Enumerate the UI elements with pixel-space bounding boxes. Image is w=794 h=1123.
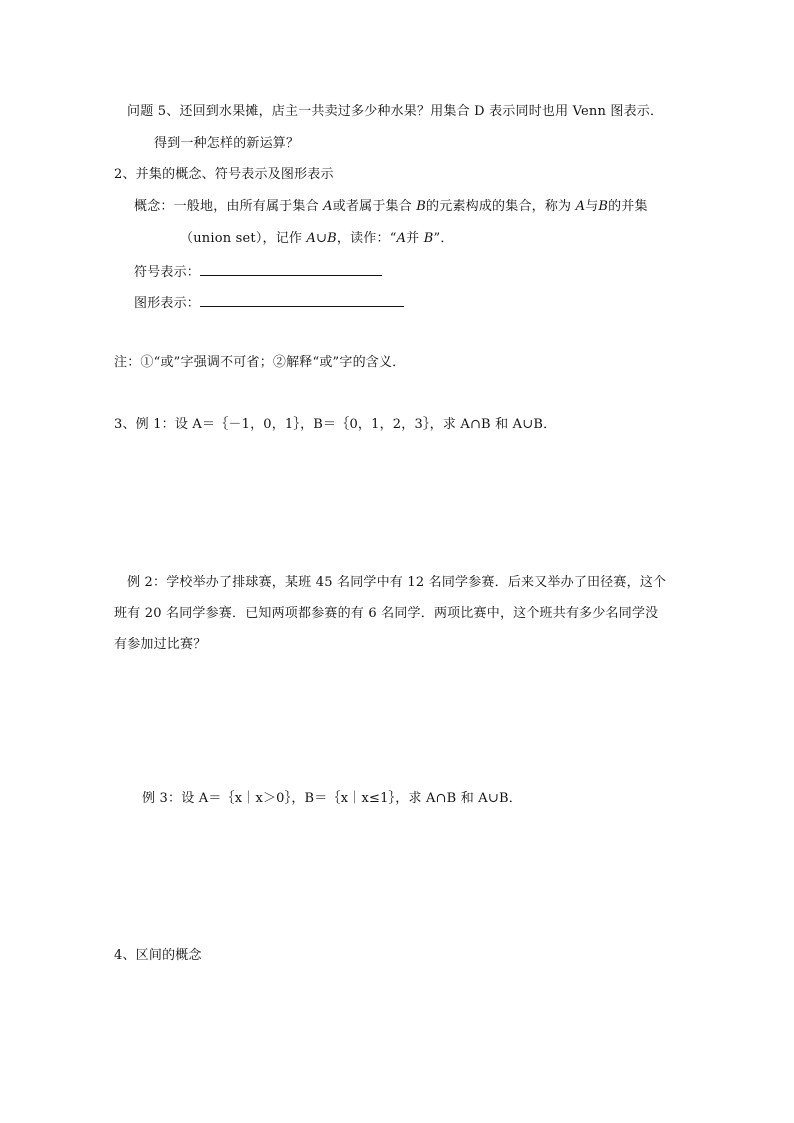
question5-line2: 得到一种怎样的新运算？	[154, 136, 300, 151]
graph-blank[interactable]	[200, 294, 404, 307]
read-a: A	[396, 231, 407, 246]
symbol-representation	[134, 263, 382, 281]
union-set-prefix: （union set），记作	[180, 231, 307, 246]
read-end: ”．	[433, 231, 454, 246]
symbol-blank[interactable]	[200, 263, 382, 276]
set-b-symbol-2: B	[598, 199, 609, 214]
note: 注：①“或”字强调不可省；②解释“或”字的含义．	[114, 355, 406, 370]
set-a-symbol-2: A	[575, 199, 586, 214]
concept-mid: 的元素构成的集合，称为	[426, 199, 576, 214]
section4-heading: 4、区间的概念	[114, 948, 202, 963]
union-concept-line2	[180, 231, 454, 247]
example1: 3、例 1：设 A＝｛－1，0，1｝，B＝｛0，1，2，3｝，求 A∩B 和 A∪B．	[114, 417, 557, 432]
concept-prefix: 概念：一般地，由所有属于集合	[134, 199, 324, 214]
example2-line1: 例 2：学校举办了排球赛，某班 45 名同学中有 12 名同学参赛．后来又举办了田径赛，这个	[127, 575, 667, 590]
read-as: ，读作：“	[336, 231, 397, 246]
concept-bingji: 的并集	[608, 199, 648, 214]
concept-or: 或者属于集合	[332, 199, 417, 214]
graph-label: 图形表示：	[134, 296, 201, 311]
example3: 例 3：设 A＝｛x｜x＞0｝，B＝｛x｜x≤1｝，求 A∩B 和 A∪B．	[142, 791, 522, 806]
symbol-label: 符号表示：	[134, 265, 201, 280]
union-concept-line1	[134, 199, 648, 215]
set-b-symbol: B	[416, 199, 427, 214]
question5-line1: 问题 5、还回到水果摊，店主一共卖过多少种水果？用集合 D 表示同时也用 Venn 图表示．	[127, 104, 664, 119]
section2-heading: 2、并集的概念、符号表示及图形表示	[114, 167, 334, 182]
set-a-symbol: A	[323, 199, 333, 214]
concept-yu: 与	[585, 199, 599, 214]
graph-representation	[134, 294, 404, 312]
example2-line2: 班有 20 名同学参赛．已知两项都参赛的有 6 名同学．两项比赛中，这个班共有多少名同学没	[114, 606, 659, 621]
example2-line3: 有参加过比赛？	[114, 637, 207, 652]
read-bing: 并	[406, 231, 424, 246]
union-expression: A∪B	[306, 231, 337, 246]
read-b: B	[423, 231, 434, 246]
